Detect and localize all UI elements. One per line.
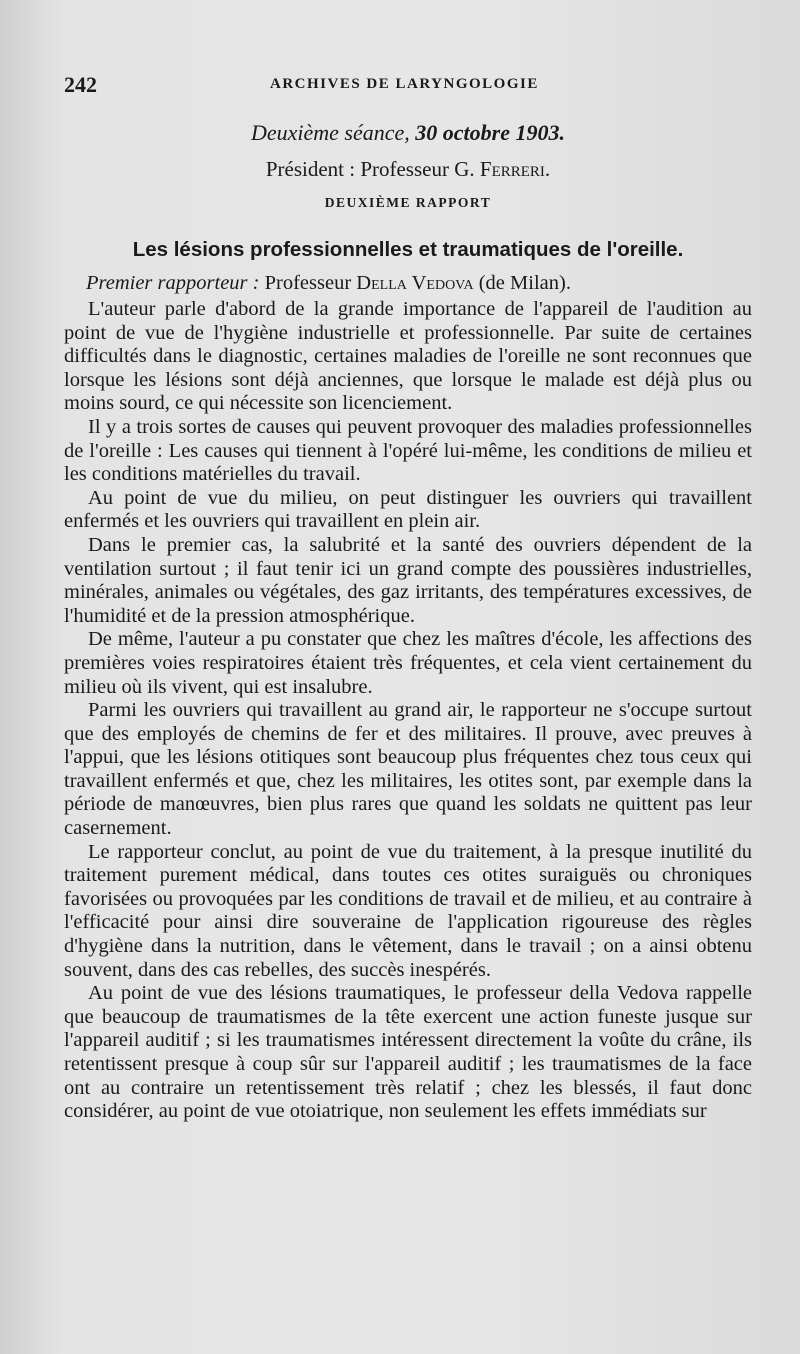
reporter-label: Premier rapporteur :: [86, 272, 260, 294]
session-date: 30 octobre 1903.: [415, 120, 565, 145]
paragraph: Dans le premier cas, la salubrité et la santé des ouvriers dépendent de la ventilation surtout ; il faut tenir ici un grand compte des poussières industrielles, minérales, animales ou végétales, des gaz irritants, des températures excessives, de l'humidité et de la pression atmosphérique.: [64, 533, 752, 627]
paragraph: Il y a trois sortes de causes qui peuvent provoquer des maladies professionnelles de l'oreille : Les causes qui tiennent à l'opéré lui-même, les conditions de milieu et les conditions matérielles du travail.: [64, 415, 752, 486]
journal-title: ARCHIVES DE LARYNGOLOGIE: [270, 76, 539, 92]
paragraph: L'auteur parle d'abord de la grande importance de l'appareil de l'audition au point de vue de l'hygiène industrielle et professionnelle. Par suite de certaines difficultés dans le diagnostic, certaines maladies de l'oreille ne sont reconnues que lorsque les lésions sont déjà anciennes, que lorsque le malade est déjà plus ou moins sourd, ce qui nécessite son licenciement.: [64, 298, 752, 415]
session-line: [64, 114, 752, 152]
president-label: Président : Professeur G.: [265, 157, 475, 181]
article-title: Les lésions professionnelles et traumatiques de l'oreille.: [132, 238, 684, 261]
running-head: [64, 66, 752, 106]
paragraph: Au point de vue du milieu, on peut distinguer les ouvriers qui travaillent enfermés et les ouvriers qui travaillent en plein air.: [64, 486, 752, 533]
paragraph: Parmi les ouvriers qui travaillent au grand air, le rapporteur ne s'occupe surtout que des employés de chemins de fer et des militaires. Il prouve, avec preuves à l'appui, que les lésions otitiques sont beaucoup plus fréquentes chez tous ceux qui travaillent enfermés et que, chez les militaires, les otites sont, par exemple dans la période de manœuvres, bien plus rares que quand les soldats ne quittent pas leur casernement.: [64, 699, 752, 840]
reporter-suffix: (de Milan).: [478, 272, 571, 294]
rapport-heading: DEUXIÈME RAPPORT: [324, 195, 492, 210]
session-label: Deuxième séance,: [250, 120, 410, 145]
reporter-line: [64, 268, 752, 298]
paragraph: Au point de vue des lésions traumatiques, le professeur della Vedova rappelle que beaucoup de traumatismes de la tête exercent une action funeste jusque sur l'appareil auditif ; si les traumatismes intéressent directement la voûte du crâne, ils retentissent presque à coup sûr sur l'appareil auditif ; les traumatismes de la face ont au contraire un retentissement très relatif ; chez les blessés, il faut donc considérer, au point de vue otoiatrique, non seulement les effets immédiats sur: [64, 982, 752, 1123]
paragraph: Le rapporteur conclut, au point de vue du traitement, à la presque inutilité du traitement purement médical, dans toutes ces otites suraiguës ou chroniques favorisées ou provoquées par les conditions de travail et de milieu, et au contraire à l'efficacité pour ainsi dire souveraine de l'application rigoureuse des règles d'hygiène dans la nutrition, dans le vêtement, dans le travail ; on a ainsi obtenu souvent, dans des cas rebelles, des succès inespérés.: [64, 840, 752, 981]
reporter-prefix: Professeur: [264, 272, 352, 294]
reporter-name: Della Vedova: [356, 272, 474, 294]
page-number: 242: [64, 72, 97, 97]
article-body: [64, 298, 752, 1124]
president-line: [64, 152, 752, 186]
paragraph: De même, l'auteur a pu constater que chez les maîtres d'école, les affections des premières voies respiratoires étaient très fréquentes, et cela vient certainement du milieu où ils vivent, qui est insalubre.: [64, 628, 752, 698]
president-name: Ferreri.: [479, 157, 551, 181]
